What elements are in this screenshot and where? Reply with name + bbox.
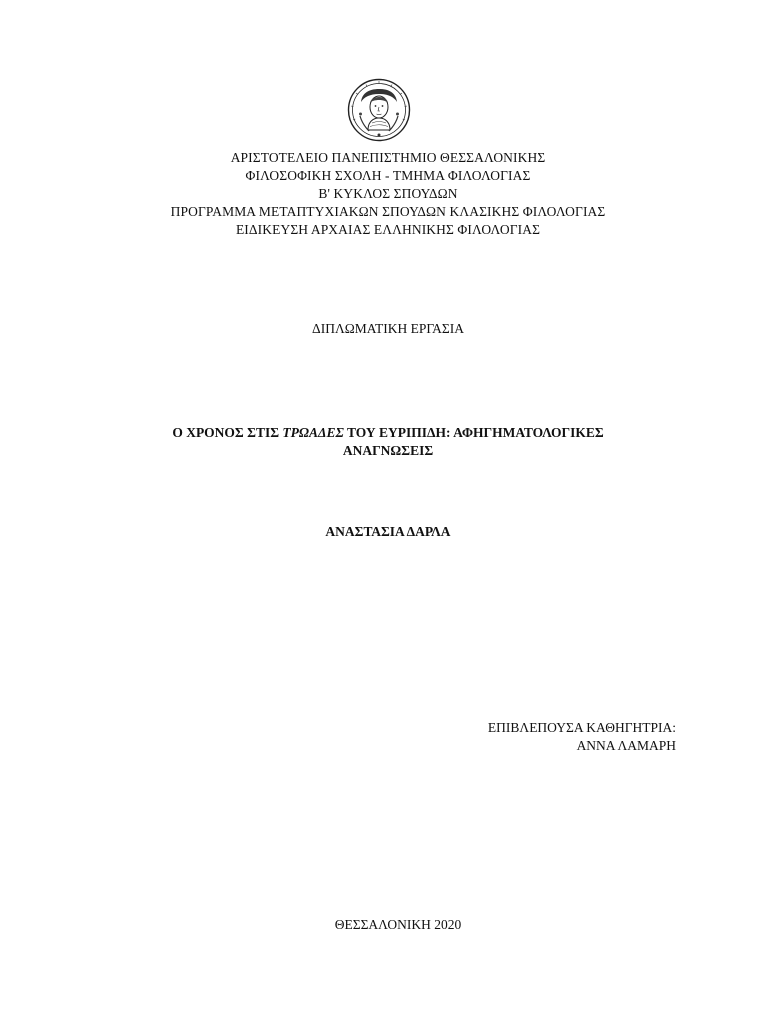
thesis-title-line-2: ΑΝΑΓΝΩΣΕΙΣ — [342, 443, 434, 458]
institution-header — [0, 149, 768, 239]
supervisor-block — [488, 719, 676, 755]
thesis-title — [0, 424, 768, 460]
study-cycle: Β' ΚΥΚΛΟΣ ΣΠΟΥΔΩΝ — [318, 186, 458, 201]
supervisor-label: ΕΠΙΒΛΕΠΟΥΣΑ ΚΑΘΗΓΗΤΡΙΑ: — [487, 720, 676, 735]
postgraduate-program: ΠΡΟΓΡΑΜΜΑ ΜΕΤΑΠΤΥΧΙΑΚΩΝ ΣΠΟΥΔΩΝ ΚΛΑΣΙΚΗΣ ΦΙΛΟΛΟΓΙΑΣ — [170, 204, 606, 219]
author-name: ΑΝΑΣΤΑΣΙΑ ΔΑΡΛΑ — [325, 524, 451, 539]
university-name: ΑΡΙΣΤΟΤΕΛΕΙΟ ΠΑΝΕΠΙΣΤΗΜΙΟ ΘΕΣΣΑΛΟΝΙΚΗΣ — [230, 150, 546, 165]
university-seal-icon — [347, 78, 411, 142]
thesis-title-italic-work: ΤΡΩΑΔΕΣ — [282, 425, 344, 440]
document-type: ΔΙΠΛΩΜΑΤΙΚΗ ΕΡΓΑΣΙΑ — [312, 321, 464, 336]
faculty-department: ΦΙΛΟΣΟΦΙΚΗ ΣΧΟΛΗ - ΤΜΗΜΑ ΦΙΛΟΛΟΓΙΑΣ — [245, 168, 531, 183]
supervisor-name: ΑΝΝΑ ΛΑΜΑΡΗ — [576, 738, 676, 753]
thesis-title-prefix: Ο ΧΡΟΝΟΣ ΣΤΙΣ — [172, 425, 283, 440]
thesis-title-suffix: ΤΟΥ ΕΥΡΙΠΙΔΗ: ΑΦΗΓΗΜΑΤΟΛΟΓΙΚΕΣ — [343, 425, 604, 440]
specialization: ΕΙΔΙΚΕΥΣΗ ΑΡΧΑΙΑΣ ΕΛΛΗΝΙΚΗΣ ΦΙΛΟΛΟΓΙΑΣ — [235, 222, 541, 237]
place-and-year: ΘΕΣΣΑΛΟΝΙΚΗ 2020 — [334, 917, 462, 932]
thesis-title-line-1 — [0, 424, 768, 442]
